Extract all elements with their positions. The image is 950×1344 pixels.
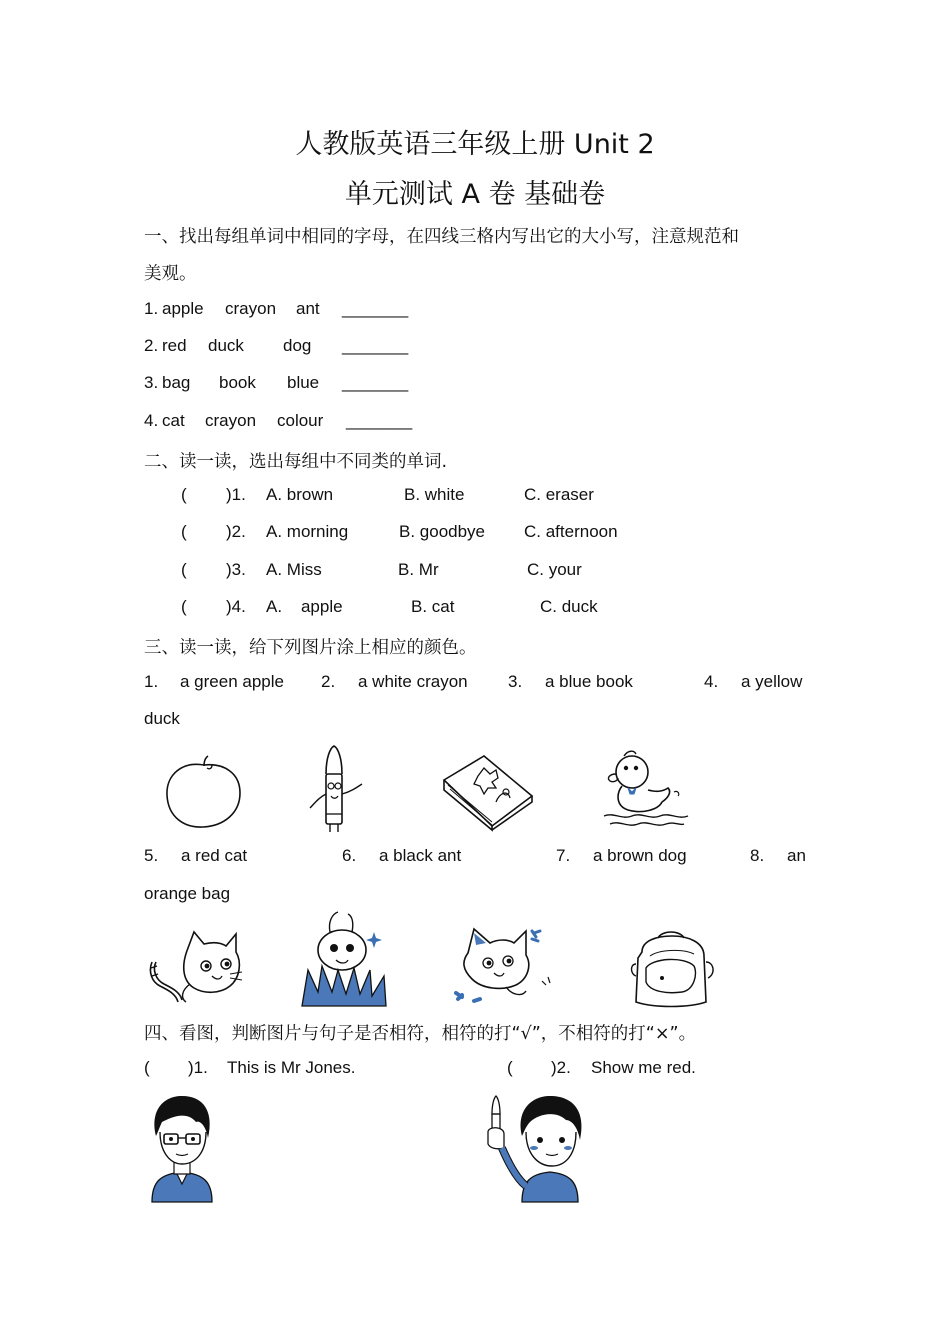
word: ant <box>296 299 320 318</box>
cat-picture[interactable] <box>146 928 242 1008</box>
apple-picture[interactable] <box>160 755 246 833</box>
color-phrase: a brown dog <box>593 846 687 865</box>
item-number: )2. <box>551 1058 571 1077</box>
answer-blank[interactable]: _______ <box>346 411 413 430</box>
color-phrase: a white crayon <box>358 672 468 691</box>
item-number: 3. <box>144 373 159 392</box>
option-c: C. your <box>527 560 582 579</box>
answer-blank[interactable]: _______ <box>342 373 409 392</box>
option-b: B. goodbye <box>399 522 486 541</box>
option-c: C. afternoon <box>524 522 618 541</box>
word: apple <box>162 299 204 318</box>
color-phrase: a yellow <box>741 672 803 691</box>
answer-blank[interactable]: _______ <box>342 336 409 355</box>
section1-instruction-cont: 美观。 <box>144 264 197 284</box>
option-c: C. eraser <box>524 485 594 504</box>
word: crayon <box>205 411 257 430</box>
item-number: 3. <box>508 672 523 691</box>
option-c: C. duck <box>540 597 598 616</box>
option-a: A. Miss <box>266 560 322 579</box>
item-number: )1. <box>188 1058 208 1077</box>
word: colour <box>277 411 324 430</box>
item-number: )3. <box>226 560 246 579</box>
crayon-picture[interactable] <box>304 744 368 834</box>
section2-instruction: 二、读一读，选出每组中不同类的单词. <box>144 452 448 472</box>
item-number: 7. <box>556 846 571 865</box>
answer-blank[interactable]: _______ <box>342 299 409 318</box>
answer-paren[interactable]: ( <box>181 597 187 616</box>
section3-instruction: 三、读一读，给下列图片涂上相应的颜色。 <box>144 638 477 658</box>
option-a: A. morning <box>266 522 349 541</box>
color-phrase: an <box>787 846 806 865</box>
color-phrase: a green apple <box>180 672 284 691</box>
option-a: A. apple <box>266 597 343 616</box>
item-number: 1. <box>144 299 159 318</box>
item-number: 4. <box>704 672 719 691</box>
color-phrase: a blue book <box>545 672 633 691</box>
color-phrase-wrap: duck <box>144 709 180 728</box>
mr-jones-picture[interactable] <box>146 1092 218 1202</box>
section1-instruction: 一、找出每组单词中相同的字母，在四线三格内写出它的大小写，注意规范和 <box>144 227 739 247</box>
word: duck <box>208 336 244 355</box>
item-number: 8. <box>750 846 765 865</box>
option-b: B. Mr <box>398 560 439 579</box>
book-picture[interactable] <box>440 752 536 832</box>
color-phrase-wrap: orange bag <box>144 884 231 903</box>
item-number: 1. <box>144 672 159 691</box>
option-b: B. cat <box>411 597 455 616</box>
duck-picture[interactable] <box>598 748 692 832</box>
answer-paren[interactable]: ( <box>181 522 187 541</box>
dog-picture[interactable] <box>452 925 556 1007</box>
judge-sentence: Show me red. <box>591 1058 696 1077</box>
item-number: )1. <box>226 485 246 504</box>
item-number: 5. <box>144 846 159 865</box>
item-number: 2. <box>144 336 159 355</box>
bag-picture[interactable] <box>628 928 720 1010</box>
item-number: 4. <box>144 411 159 430</box>
word: blue <box>287 373 320 392</box>
color-phrase: a black ant <box>379 846 462 865</box>
ant-picture[interactable] <box>298 910 394 1008</box>
word: book <box>219 373 256 392</box>
option-a: A. brown <box>266 485 334 504</box>
item-number: )4. <box>226 597 246 616</box>
item-number: 6. <box>342 846 357 865</box>
item-number: 2. <box>321 672 336 691</box>
color-phrase: a red cat <box>181 846 248 865</box>
word: dog <box>283 336 312 355</box>
section4-instruction: 四、看图，判断图片与句子是否相符，相符的打“√”，不相符的打“×”。 <box>144 1024 697 1044</box>
answer-paren[interactable]: ( <box>181 485 187 504</box>
judge-sentence: This is Mr Jones. <box>227 1058 356 1077</box>
answer-paren[interactable]: ( <box>144 1058 150 1077</box>
word: bag <box>162 373 191 392</box>
word: cat <box>162 411 185 430</box>
option-b: B. white <box>404 485 465 504</box>
word: crayon <box>225 299 277 318</box>
word: red <box>162 336 187 355</box>
page-subtitle: 单元测试 A 卷 基础卷 <box>344 179 606 210</box>
page-title: 人教版英语三年级上册 Unit 2 <box>295 129 655 160</box>
answer-paren[interactable]: ( <box>181 560 187 579</box>
item-number: )2. <box>226 522 246 541</box>
answer-paren[interactable]: ( <box>507 1058 513 1077</box>
show-me-red-picture[interactable] <box>486 1092 592 1202</box>
